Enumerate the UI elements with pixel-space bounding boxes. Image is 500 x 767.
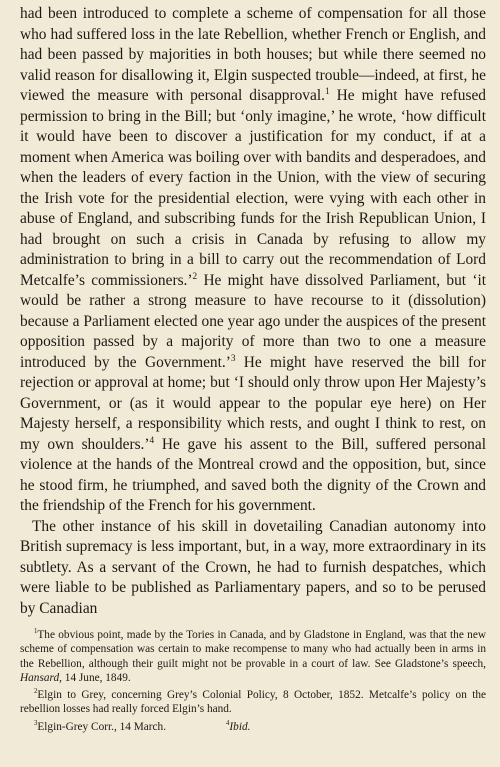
footnote-1-number: 1 [34,628,38,636]
footnote-4-text: Ibid. [229,720,251,733]
footnote-1-text-a: The obvious point, made by the Tories in Canada, and by Gladstone in England, was that the new scheme of compensation was certain to make recompense to many who had actually been in arms in the Rebellion, although their guilt might not be provable in a court of law. See Gladstone’s speech, [20,629,486,670]
footnote-2-text: Elgin to Grey, concerning Grey’s Colonial Policy, 8 October, 1852. Metcalfe’s policy on the rebellion losses had really forced Elgin’s hand. [20,689,486,716]
footnote-1-text-b: , 14 June, 1849. [59,671,131,684]
footnote-4 [226,720,250,734]
footnote-ref-3: 3 [230,352,236,363]
footnote-ref-4: 4 [149,434,155,445]
paragraph-1-text-a: had been introduced to complete a scheme of compensation for all those who had suffered loss in the late Rebellion, whether French or English, and had been passed by majorities in both houses; but while there seemed no valid reason for disallowing it, Elgin suspected trouble—indeed, at first, he viewed the measure with personal disapproval. [20,5,486,104]
footnote-2 [20,688,486,717]
footnote-ref-1: 1 [324,85,330,96]
footnote-4-number: 4 [226,720,230,728]
footnote-1-italic: Hansard [20,671,60,684]
footnote-row-3-4 [20,720,486,734]
footnote-2-number: 2 [34,688,38,696]
footnote-1 [20,628,486,685]
footnotes [20,628,486,734]
paragraph-2: The other instance of his skill in dovetailing Canadian autonomy into British supremacy is less important, but, in a way, more extraordinary in its subtlety. As a servant of the Crown, he had to furnish despatches, which were liable to be published as Parliamentary papers, and so to be perused by Canadian [20,517,486,617]
paragraph-1-text-e: He gave his assent to the Bill, suffered personal violence at the hands of the Montreal crowd and the opposition, but, since he stood firm, he triumphed, and saved both the dignity of the Crown and the friendship of the French for his government. [20,435,486,514]
footnote-3-text: Elgin-Grey Corr., 14 March. [37,720,167,733]
footnote-3 [34,720,166,734]
footnote-3-number: 3 [34,720,38,728]
paragraph-1-text-d: He might have reserved the bill for rejection or approval at home; but ‘I should only throw upon Her Majesty’s Government, or (as it would appear to the popular eye here) on Her Majesty herself, a responsibility which rests, and ought I think to rest, on my own shoulders.’ [20,353,486,453]
paragraph-1 [20,4,486,517]
paragraph-1-text-c: He might have dissolved Parliament, but ‘it would be rather a strong measure to have recourse to it (dissolution) because a Parliament elected one year ago under the auspices of the present opposition passed by a majority of more than two to one a measure introduced by the Government.’ [20,271,487,371]
paragraph-1-text-b: He might have refused permission to bring in the Bill; but ‘only imagine,’ he wrote, ‘how difficult it would have been to discover a justification for my conduct, if at a moment when America was boiling over with bandits and desperadoes, and when the leaders of every faction in the Union, with the view of securing the Irish vote for the presidential election, were vying with each other in abuse of England, and subscribing funds for the Irish Republican Union, I had brought on such a crisis in Canada by refusing to allow my administration to bring in a bill to carry out the recommendation of Lord Metcalfe’s commissioners.’ [20,87,486,289]
footnote-ref-2: 2 [192,270,198,281]
main-text [20,4,486,619]
